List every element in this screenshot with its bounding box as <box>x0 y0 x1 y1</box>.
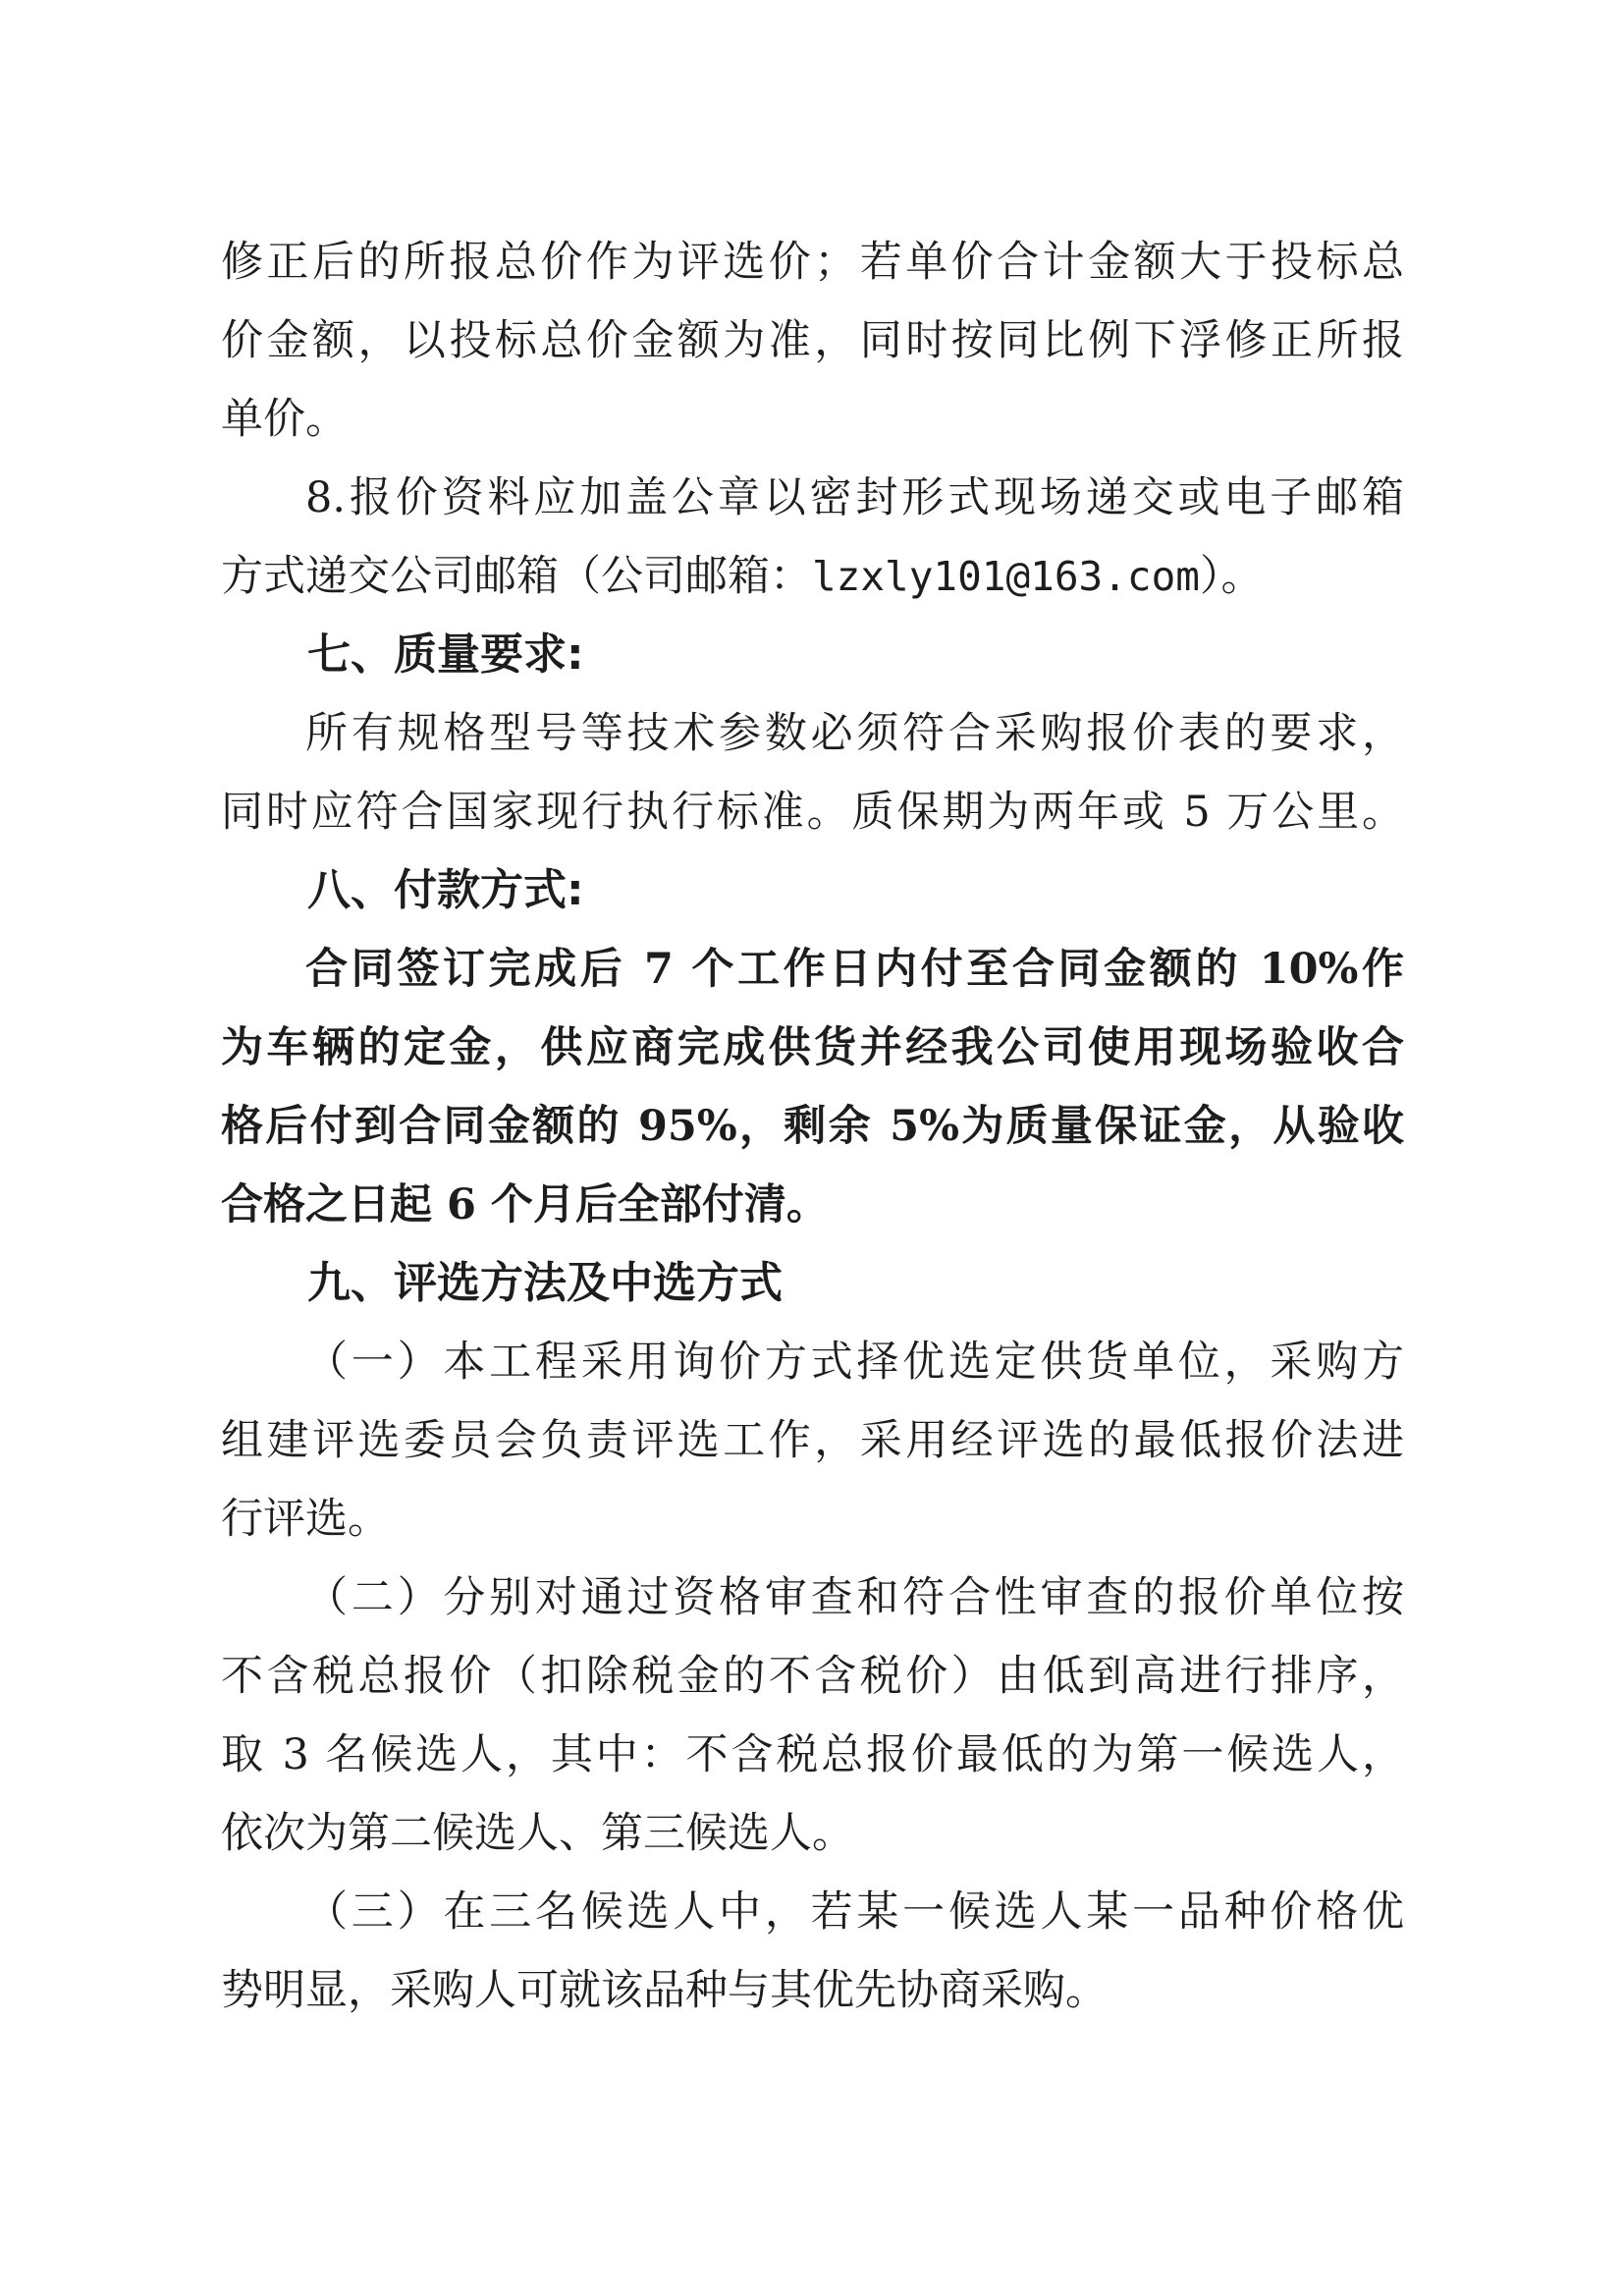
text-line-bold: 格后付到合同金额的 95%，剩余 5%为质量保证金，从验收 <box>221 1102 1404 1151</box>
email-address: lzxly101@163.com <box>812 553 1200 600</box>
text-line: 价金额，以投标总价金额为准，同时按同比例下浮修正所报 <box>221 316 1404 365</box>
heading-quality-requirements: 七、质量要求: <box>307 629 584 680</box>
text-line: 行评选。 <box>221 1495 390 1544</box>
text-line-item-2: （二）分别对通过资格审查和符合性审查的报价单位按 <box>305 1573 1404 1622</box>
text-line: 不含税总报价（扣除税金的不含税价）由低到高进行排序， <box>221 1652 1404 1701</box>
text-line: 所有规格型号等技术参数必须符合采购报价表的要求， <box>305 709 1404 758</box>
text-line-bold: 为车辆的定金，供应商完成供货并经我公司使用现场验收合 <box>221 1023 1404 1072</box>
text-line-item-3: （三）在三名候选人中，若某一候选人某一品种价格优 <box>305 1887 1404 1937</box>
text-line: 修正后的所报总价作为评选价；若单价合计金额大于投标总 <box>221 238 1404 287</box>
text-line-bold: 合同签订完成后 7 个工作日内付至合同金额的 10%作 <box>305 945 1404 994</box>
text-line: 依次为第二候选人、第三候选人。 <box>221 1809 854 1858</box>
heading-selection-method: 九、评选方法及中选方式 <box>307 1258 783 1308</box>
text-line-item-8: 8.报价资料应加盖公章以密封形式现场递交或电子邮箱 <box>305 473 1404 522</box>
text-line: 取 3 名候选人，其中：不含税总报价最低的为第一候选人， <box>221 1730 1404 1779</box>
heading-payment-method: 八、付款方式: <box>307 865 584 915</box>
text-line: 单价。 <box>221 395 348 444</box>
email-line-suffix: ）。 <box>1199 552 1264 601</box>
text-line: 组建评选委员会负责评选工作，采用经评选的最低报价法进 <box>221 1416 1404 1465</box>
text-block <box>221 223 1404 2030</box>
email-line-prefix: 方式递交公司邮箱（公司邮箱： <box>221 552 812 601</box>
text-line: 势明显，采购人可就该品种与其优先协商采购。 <box>221 1966 1108 2015</box>
text-line-bold: 合格之日起 6 个月后全部付清。 <box>221 1180 829 1230</box>
text-line-item-1: （一）本工程采用询价方式择优选定供货单位，采购方 <box>305 1338 1404 1387</box>
email-line <box>221 537 1404 616</box>
text-line: 同时应符合国家现行执行标准。质保期为两年或 5 万公里。 <box>221 788 1404 837</box>
